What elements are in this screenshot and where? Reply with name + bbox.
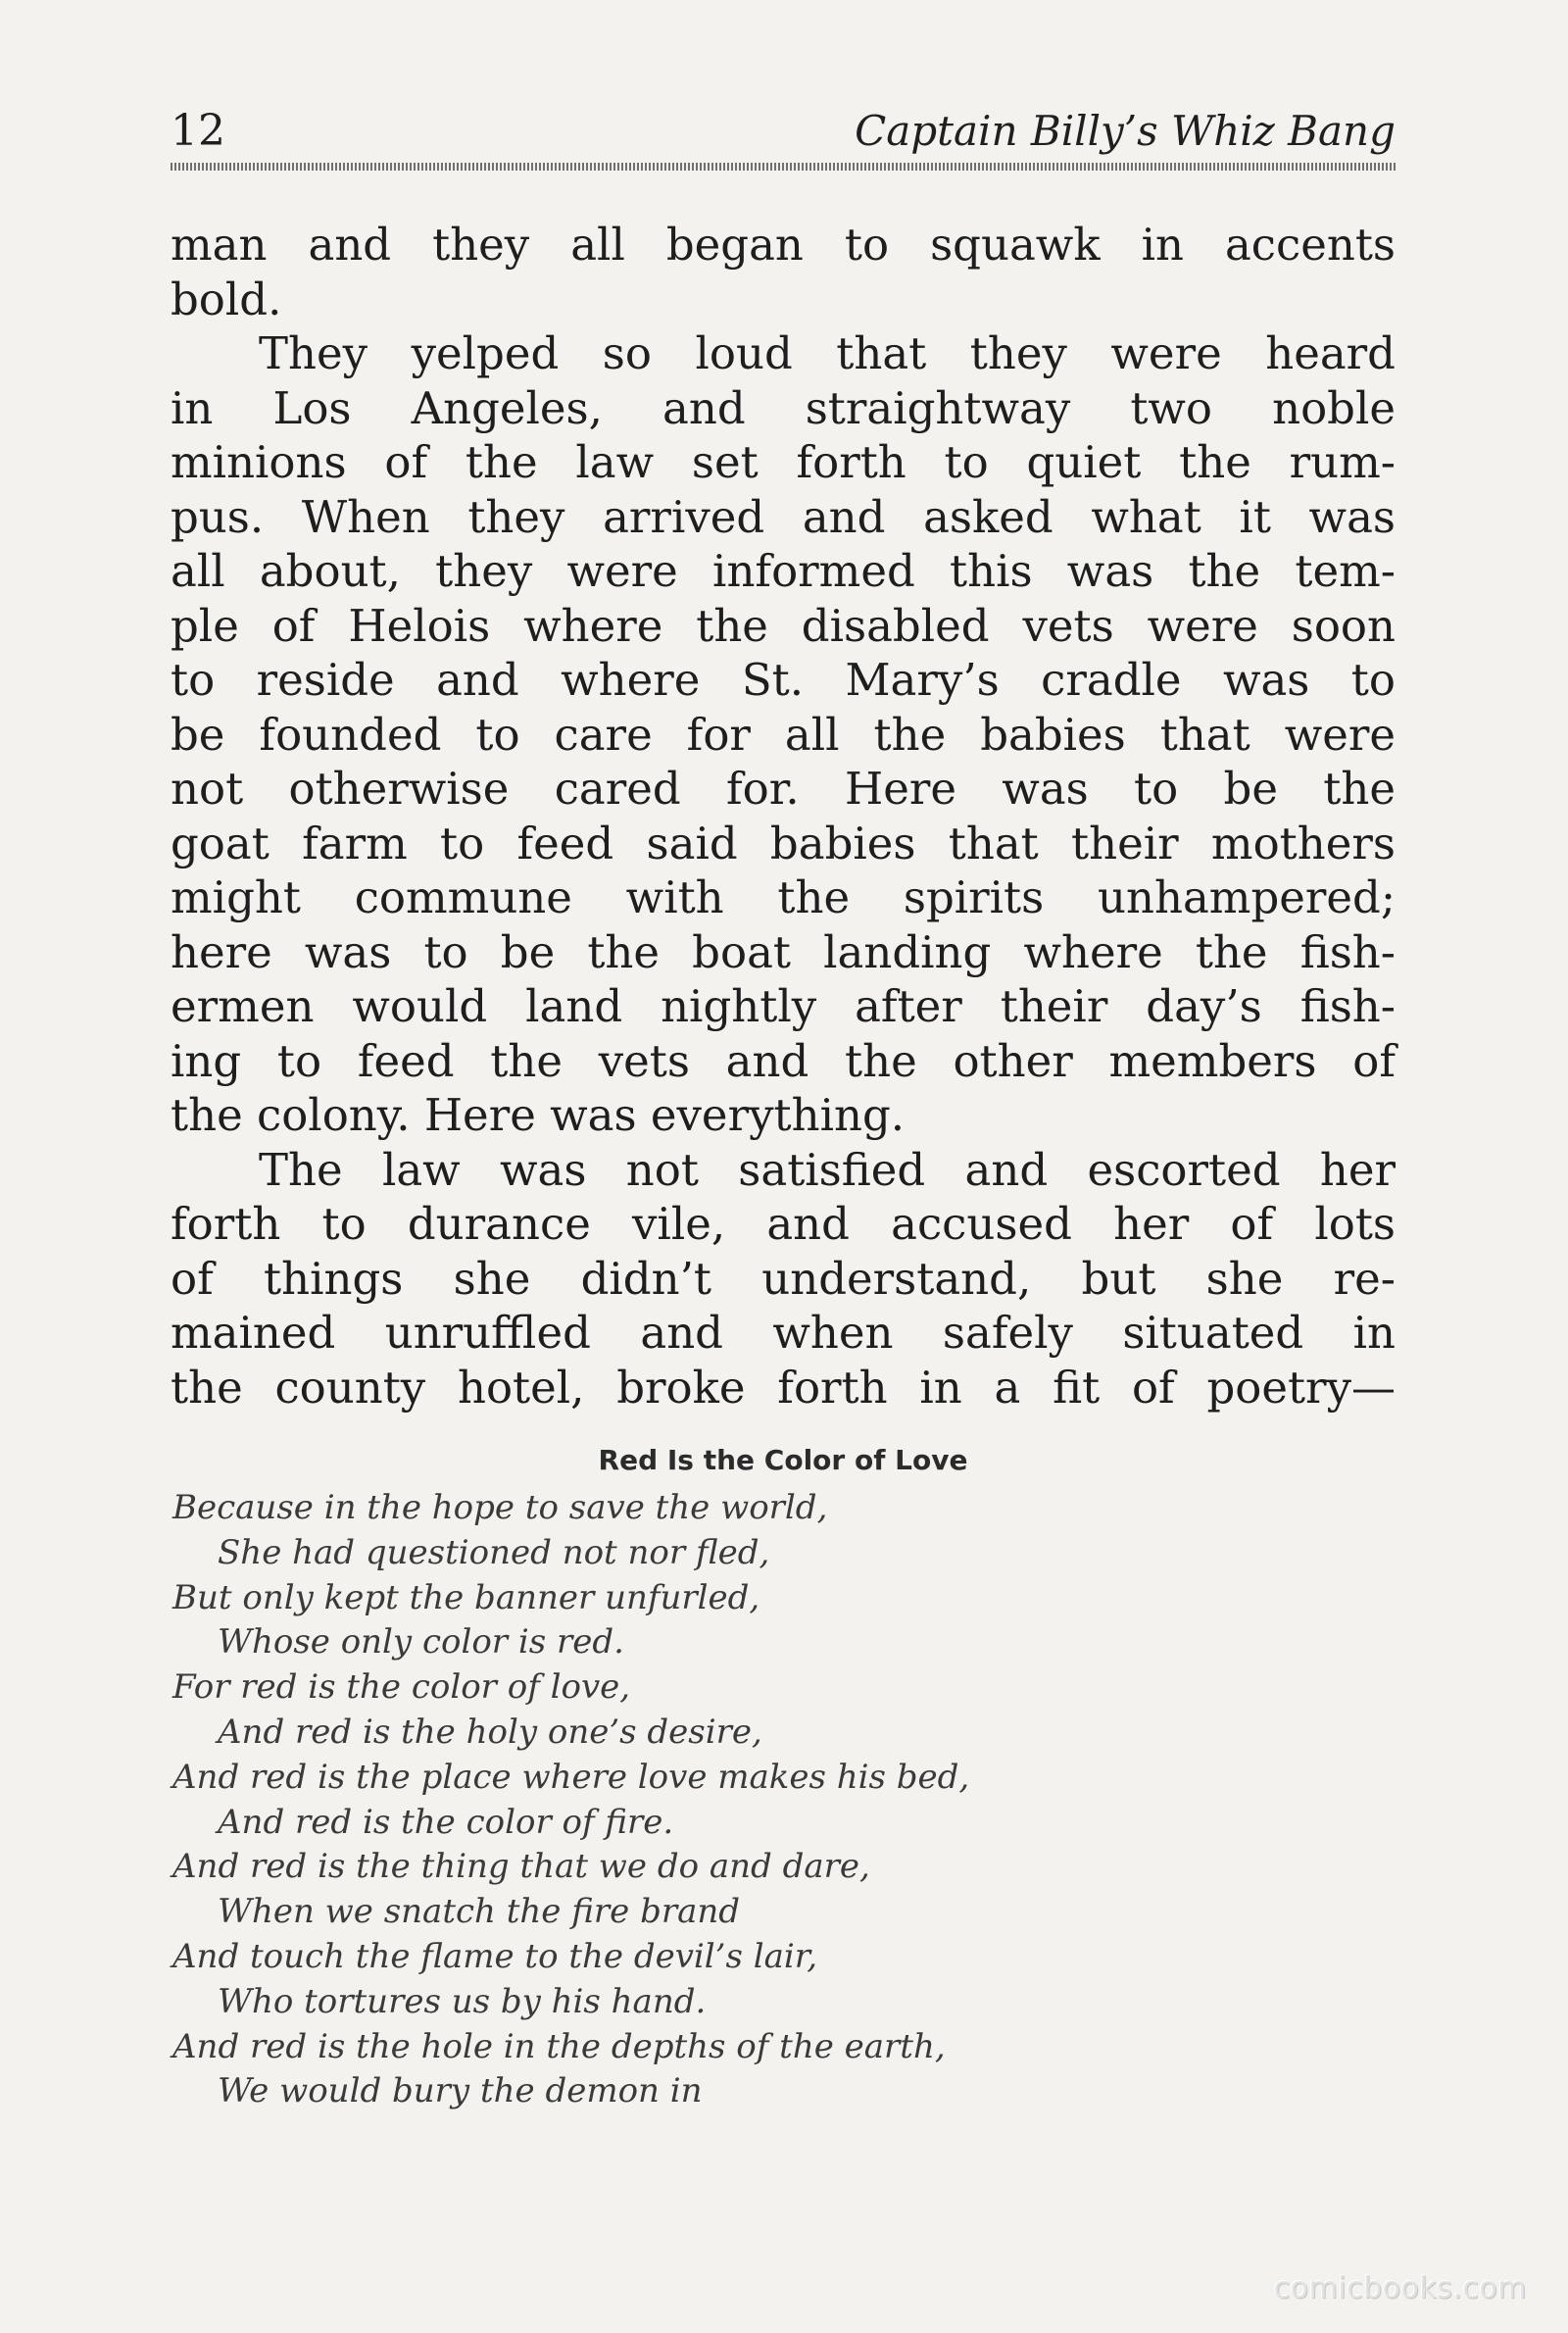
body-line: ermen would land nightly after their day’s fish- — [171, 980, 1396, 1032]
body-line: here was to be the boat landing where the fish- — [171, 925, 1396, 978]
header-rule — [171, 163, 1396, 171]
page-number: 12 — [171, 106, 225, 156]
body-line: ing to feed the vets and the other members of — [171, 1034, 1396, 1087]
watermark: comicbooks.com — [1273, 2271, 1527, 2306]
body-line: ple of Helois where the disabled vets were soon — [171, 599, 1396, 652]
body-line: pus. When they arrived and asked what it was — [171, 490, 1396, 543]
poem-line: And red is the holy one’s desire, — [218, 1712, 762, 1752]
body-line: be founded to care for all the babies that were — [171, 708, 1396, 761]
body-line: goat farm to feed said babies that their mothers — [171, 817, 1396, 869]
body-line: The law was not satisfied and escorted her — [259, 1143, 1396, 1196]
body-line: all about, they were informed this was the tem- — [171, 545, 1396, 597]
poem-line: Who tortures us by his hand. — [218, 1981, 707, 2021]
body-line: forth to durance vile, and accused her of lots — [171, 1198, 1396, 1250]
body-line: the colony. Here was everything. — [171, 1089, 906, 1141]
poem-line: And red is the thing that we do and dare, — [172, 1847, 870, 1887]
body-line: mained unruffled and when safely situated in — [171, 1307, 1396, 1359]
poem-line: And red is the color of fire. — [218, 1802, 674, 1842]
poem-line: We would bury the demon in — [218, 2071, 703, 2111]
poem-line: Because in the hope to save the world, — [172, 1488, 828, 1527]
body-line: man and they all began to squawk in accents — [171, 219, 1396, 271]
poem-title: Red Is the Color of Love — [598, 1444, 968, 1476]
running-title: Captain Billy’s Whiz Bang — [855, 107, 1396, 155]
body-line: minions of the law set forth to quiet the rum- — [171, 436, 1396, 488]
poem-line: Whose only color is red. — [218, 1622, 624, 1663]
body-line: to reside and where St. Mary’s cradle was to — [171, 654, 1396, 706]
body-text — [171, 218, 1396, 1415]
poem-line: And red is the place where love makes his bed, — [172, 1757, 970, 1797]
body-line: might commune with the spirits unhampered; — [171, 871, 1396, 923]
poem-line: And red is the hole in the depths of the earth, — [172, 2026, 946, 2066]
poem-line: And touch the flame to the devil’s lair, — [172, 1936, 818, 1976]
poem-line: For red is the color of love, — [172, 1667, 631, 1708]
body-line: in Los Angeles, and straightway two noble — [171, 381, 1396, 434]
page-header — [171, 102, 1396, 161]
poem-line: When we snatch the fire brand — [218, 1892, 741, 1932]
poem-line: But only kept the banner unfurled, — [172, 1577, 760, 1617]
body-line: bold. — [171, 273, 282, 325]
body-line: They yelped so loud that they were heard — [259, 327, 1396, 379]
body-line: the county hotel, broke forth in a fit of poetry— — [171, 1361, 1396, 1414]
body-line: of things she didn’t understand, but she re- — [171, 1252, 1396, 1305]
body-line: not otherwise cared for. Here was to be the — [171, 763, 1396, 815]
poem — [172, 1486, 1348, 2114]
poem-line: She had questioned not nor fled, — [218, 1532, 770, 1572]
